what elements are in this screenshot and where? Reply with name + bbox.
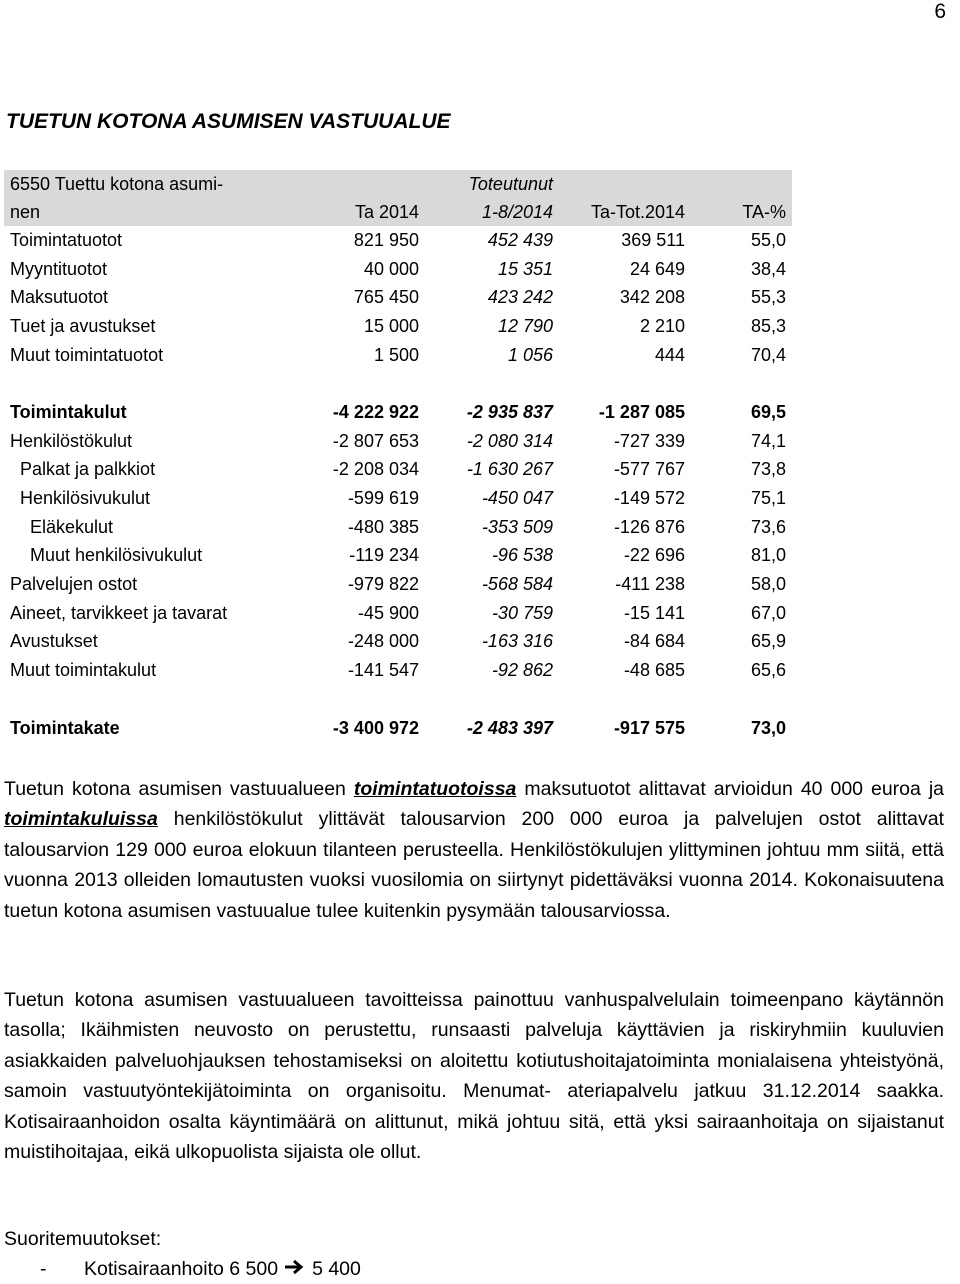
row-ta: -141 547 bbox=[347, 660, 419, 681]
row-diff: -126 876 bbox=[613, 516, 685, 537]
table-row bbox=[4, 656, 792, 685]
table-row bbox=[4, 456, 792, 485]
table-row bbox=[4, 312, 792, 341]
row-label: Avustukset bbox=[10, 631, 98, 652]
row-tot: -92 862 bbox=[491, 660, 553, 681]
budget-table bbox=[4, 170, 792, 742]
row-pct: 75,1 bbox=[750, 488, 786, 509]
table-spacer bbox=[4, 685, 792, 714]
row-tot: 1 056 bbox=[507, 344, 553, 365]
row-label: Henkilösivukulut bbox=[20, 488, 151, 509]
row-tot: -568 584 bbox=[481, 574, 553, 595]
row-label: Toimintakate bbox=[10, 717, 120, 738]
row-tot: 423 242 bbox=[487, 287, 553, 308]
row-tot: 15 351 bbox=[497, 258, 553, 279]
row-tot: -163 316 bbox=[481, 631, 553, 652]
header-col3: Ta-Tot.2014 bbox=[559, 198, 691, 226]
row-ta: -2 807 653 bbox=[332, 430, 419, 451]
paragraph1-text-1: Tuetun kotona asumisen vastuualueen bbox=[4, 778, 354, 800]
table-row bbox=[4, 542, 792, 571]
table-row bbox=[4, 427, 792, 456]
row-label: Maksutuotot bbox=[10, 287, 109, 308]
row-label: Toimintatuotot bbox=[10, 229, 123, 250]
paragraph1-text-2: maksutuotot alittavat arvioidun 40 000 euroa ja bbox=[516, 778, 944, 800]
row-ta: 15 000 bbox=[363, 315, 419, 336]
row-label: Toimintakulut bbox=[10, 401, 127, 422]
table-row bbox=[4, 628, 792, 657]
row-label: Palkat ja palkkiot bbox=[20, 459, 156, 480]
row-pct: 81,0 bbox=[750, 545, 786, 566]
table-row bbox=[4, 283, 792, 312]
row-pct: 67,0 bbox=[750, 602, 786, 623]
row-diff: -84 684 bbox=[623, 631, 685, 652]
row-label: Palvelujen ostot bbox=[10, 574, 138, 595]
row-pct: 58,0 bbox=[750, 574, 786, 595]
row-ta: -979 822 bbox=[347, 574, 419, 595]
paragraph1-emphasis-1: toimintatuotoissa bbox=[353, 778, 517, 800]
row-ta: 765 450 bbox=[353, 287, 419, 308]
row-pct: 65,9 bbox=[750, 631, 786, 652]
row-pct: 73,0 bbox=[750, 717, 786, 738]
paragraph1-emphasis-2: toimintakuluissa bbox=[4, 808, 158, 831]
table-row bbox=[4, 599, 792, 628]
row-diff: -15 141 bbox=[623, 602, 685, 623]
header-col2-line1: Toteutunut bbox=[425, 170, 559, 198]
row-pct: 74,1 bbox=[750, 430, 786, 451]
row-pct: 73,8 bbox=[750, 459, 786, 480]
row-ta: -480 385 bbox=[347, 516, 419, 537]
row-ta: -248 000 bbox=[347, 631, 419, 652]
row-diff: -917 575 bbox=[613, 717, 685, 738]
row-tot: -30 759 bbox=[491, 602, 553, 623]
arrow-right-icon bbox=[284, 1258, 306, 1281]
row-label: Muut toimintakulut bbox=[10, 660, 157, 681]
row-tot: -353 509 bbox=[481, 516, 553, 537]
row-pct: 69,5 bbox=[750, 401, 786, 422]
row-diff: -727 339 bbox=[613, 430, 685, 451]
row-diff: -411 238 bbox=[615, 574, 685, 595]
row-ta: 821 950 bbox=[353, 229, 419, 250]
row-tot: -2 080 314 bbox=[466, 430, 553, 451]
list-dash: - bbox=[40, 1258, 47, 1280]
list-item bbox=[4, 1258, 361, 1281]
row-diff: 2 210 bbox=[639, 315, 685, 336]
table-row bbox=[4, 398, 792, 427]
row-diff: -1 287 085 bbox=[598, 401, 685, 422]
row-tot: -2 935 837 bbox=[466, 401, 553, 422]
row-label: Tuet ja avustukset bbox=[10, 315, 156, 336]
table-header-row-2 bbox=[4, 198, 792, 226]
header-col1: Ta 2014 bbox=[284, 198, 425, 226]
row-pct: 85,3 bbox=[750, 315, 786, 336]
table-row-total bbox=[4, 714, 792, 743]
paragraph-goals: Tuetun kotona asumisen vastuualueen tavoitteissa painottuu vanhuspalvelulain toimeenpano käytännön tasolla; Ikäihmisten neuvosto on perustettu, runsaasti palveluja käyttävien ja riskiryhmiin kuuluvien asiakkaiden palveluohjauksen tehostamiseksi on aloitettu kotiutushoitajatoiminta monialaisena yhteistyönä, samoin vastuutyöntekijätoiminta on organisoitu. Menumat- ateriapalvelu jatkuu 31.12.2014 saakka. Kotisairaanhoidon osalta käyntimäärä on alittunut, mikä johtuu sitä, että yksi sairaanhoitaja on sijaistanut muistihoitajaa, eikä ulkopuolista sijaista ole ollut. bbox=[4, 989, 944, 1164]
row-diff: 369 511 bbox=[621, 229, 685, 250]
row-diff: 24 649 bbox=[629, 258, 685, 279]
table-spacer bbox=[4, 369, 792, 398]
row-label: Myyntituotot bbox=[10, 258, 108, 279]
header-unit-line1: 6550 Tuettu kotona asumi- bbox=[4, 170, 284, 198]
row-tot: 12 790 bbox=[497, 315, 553, 336]
row-pct: 55,3 bbox=[750, 287, 786, 308]
row-label: Eläkekulut bbox=[30, 516, 114, 537]
table-row bbox=[4, 484, 792, 513]
row-tot: -2 483 397 bbox=[466, 717, 553, 738]
row-ta: -119 234 bbox=[349, 545, 419, 566]
row-diff: -577 767 bbox=[613, 459, 685, 480]
header-col2-line2: 1-8/2014 bbox=[425, 198, 559, 226]
row-pct: 38,4 bbox=[750, 258, 786, 279]
row-diff: -149 572 bbox=[613, 488, 685, 509]
row-ta: -2 208 034 bbox=[332, 459, 419, 480]
row-tot: 452 439 bbox=[487, 229, 553, 250]
table-row bbox=[4, 341, 792, 370]
row-label: Muut henkilösivukulut bbox=[30, 545, 203, 566]
row-ta: -3 400 972 bbox=[332, 717, 419, 738]
row-pct: 65,6 bbox=[750, 660, 786, 681]
row-diff: -48 685 bbox=[623, 660, 685, 681]
row-tot: -450 047 bbox=[481, 488, 553, 509]
header-col4: TA-% bbox=[691, 198, 792, 226]
row-pct: 73,6 bbox=[750, 516, 786, 537]
row-tot: -96 538 bbox=[491, 545, 553, 566]
row-ta: 40 000 bbox=[363, 258, 419, 279]
output-from: Kotisairaanhoito 6 500 bbox=[84, 1258, 279, 1280]
paragraph-financial-summary bbox=[4, 774, 944, 926]
row-label: Henkilöstökulut bbox=[10, 430, 133, 451]
section-title: TUETUN KOTONA ASUMISEN VASTUUALUE bbox=[6, 110, 451, 133]
table-row bbox=[4, 570, 792, 599]
outputs-label: Suoritemuutokset: bbox=[4, 1228, 162, 1250]
output-to: 5 400 bbox=[312, 1258, 361, 1280]
paragraph1-text-3: henkilöstökulut ylittävät talousarvion 200 000 euroa ja palvelujen ostot alittavat talousarvion 129 000 euroa elokuun tilanteen perusteella. Henkilöstökulujen ylittyminen johtuu mm siitä, että vuonna 2013 olleiden lomautusten vuoksi vuosilomia on siirtynyt pidettäväksi vuonna 2014. Kokonaisuutena tuetun kotona asumisen vastuualue tulee kuitenkin pysymään talousarviossa. bbox=[4, 808, 944, 922]
row-pct: 55,0 bbox=[750, 229, 786, 250]
row-ta: 1 500 bbox=[373, 344, 419, 365]
row-pct: 70,4 bbox=[750, 344, 786, 365]
table-row bbox=[4, 226, 792, 255]
row-tot: -1 630 267 bbox=[466, 459, 553, 480]
row-ta: -4 222 922 bbox=[332, 401, 419, 422]
row-diff: 342 208 bbox=[619, 287, 685, 308]
row-ta: -45 900 bbox=[357, 602, 419, 623]
header-unit-line2: nen bbox=[4, 198, 284, 226]
table-header-row-1 bbox=[4, 170, 792, 198]
row-label: Muut toimintatuotot bbox=[10, 344, 164, 365]
row-diff: 444 bbox=[654, 344, 685, 365]
row-ta: -599 619 bbox=[347, 488, 419, 509]
page-number: 6 bbox=[934, 0, 946, 23]
table-row bbox=[4, 255, 792, 284]
row-diff: -22 696 bbox=[623, 545, 685, 566]
outputs-list bbox=[4, 1258, 361, 1281]
table-row bbox=[4, 513, 792, 542]
row-label: Aineet, tarvikkeet ja tavarat bbox=[10, 602, 228, 623]
